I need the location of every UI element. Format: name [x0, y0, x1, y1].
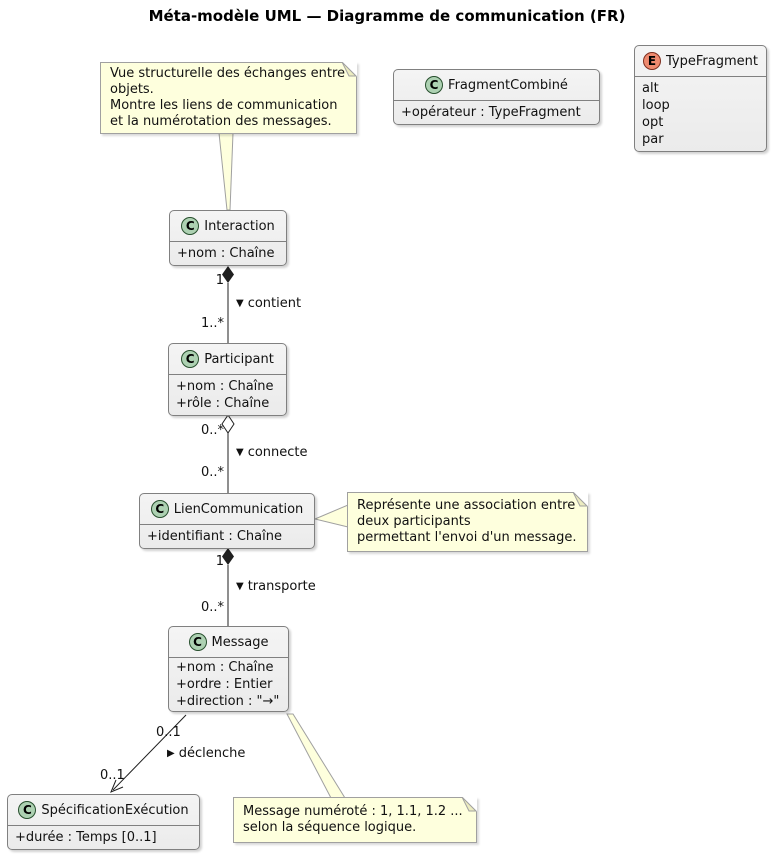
edge-name: contient [247, 296, 302, 311]
note-lien-communication [347, 492, 588, 552]
note-line: selon la séquence logique. [243, 820, 417, 835]
class-stereotype-icon: C [181, 217, 199, 235]
edge-name-label [236, 579, 316, 594]
multiplicity-label: 0..* [200, 423, 224, 438]
note-diagram-purpose [100, 62, 357, 134]
class-name: SpécificationExécution [41, 802, 189, 818]
class-header [169, 627, 288, 658]
class-attribute: +nom : Chaîne [177, 246, 275, 261]
note-connector-wedge [315, 505, 348, 527]
class-name: FragmentCombiné [448, 77, 568, 93]
multiplicity-label: 0..* [200, 465, 224, 480]
multiplicity-label: 1 [215, 273, 224, 288]
class-stereotype-icon: C [425, 76, 443, 94]
class-attribute: +rôle : Chaîne [176, 396, 270, 411]
class-attribute: +identifiant : Chaîne [147, 529, 282, 544]
enum-stereotype-icon: E [643, 52, 661, 70]
direction-arrow-icon: ▼ [236, 298, 244, 309]
note-message-numbering [233, 797, 477, 843]
class-header [8, 795, 199, 826]
class-stereotype-icon: C [181, 350, 199, 368]
edge-name-label [236, 296, 301, 311]
note-line: permettant l'envoi d'un message. [357, 530, 577, 545]
class-header [140, 494, 314, 525]
enum-value: par [642, 132, 664, 147]
direction-arrow-icon: ▼ [236, 581, 244, 592]
class-header [169, 344, 286, 375]
note-line: et la numérotation des messages. [110, 114, 332, 129]
diagram-title: Méta-modèle UML — Diagramme de communication (FR) [148, 7, 626, 25]
class-attribute: +opérateur : TypeFragment [401, 105, 581, 120]
class-stereotype-icon: C [151, 500, 169, 518]
class-box-lien-communication [139, 493, 315, 549]
edge-name: transporte [247, 579, 316, 594]
class-attribute: +durée : Temps [0..1] [15, 830, 157, 845]
direction-arrow-icon: ▶ [167, 748, 175, 759]
class-box-fragment-combine [393, 69, 600, 125]
class-header [170, 211, 286, 242]
note-fold-icon [573, 492, 588, 507]
class-header [394, 70, 599, 101]
note-line: Message numéroté : 1, 1.1, 1.2 ... [243, 804, 463, 819]
multiplicity-label: 1 [215, 554, 224, 569]
note-line: objets. [110, 82, 154, 97]
note-fold-icon [462, 797, 477, 812]
class-stereotype-icon: C [189, 633, 207, 651]
enum-value: loop [642, 98, 670, 113]
enum-header [635, 46, 766, 77]
note-connector-wedge [219, 133, 233, 210]
edge-name: déclenche [178, 746, 246, 761]
class-stereotype-icon: C [18, 801, 36, 819]
class-attribute: +nom : Chaîne [176, 660, 274, 675]
note-connector-wedge [287, 714, 345, 798]
class-name: Participant [204, 351, 274, 367]
class-box-interaction [169, 210, 287, 266]
class-box-participant [168, 343, 287, 416]
multiplicity-label: 0..1 [156, 725, 181, 740]
multiplicity-label: 1..* [200, 316, 224, 331]
note-line: deux participants [357, 514, 471, 529]
enum-value: opt [642, 115, 664, 130]
class-attribute: +direction : "→" [176, 694, 280, 709]
edge-name: connecte [247, 445, 308, 460]
note-line: Représente une association entre [357, 498, 576, 513]
class-name: Message [211, 634, 269, 650]
class-name: LienCommunication [173, 501, 304, 517]
class-box-specification-execution [7, 794, 200, 850]
edge-name-label [236, 445, 308, 460]
class-name: Interaction [204, 218, 275, 234]
multiplicity-label: 0..1 [100, 768, 125, 783]
edge-name-label [167, 746, 245, 761]
class-attribute: +nom : Chaîne [176, 379, 274, 394]
enum-name: TypeFragment [666, 53, 758, 69]
class-attribute: +ordre : Entier [176, 677, 273, 692]
direction-arrow-icon: ▼ [236, 447, 244, 458]
note-line: Vue structurelle des échanges entre [110, 66, 346, 81]
class-box-message [168, 626, 289, 712]
note-line: Montre les liens de communication [110, 98, 338, 113]
enum-box-type-fragment [634, 45, 767, 152]
multiplicity-label: 0..* [200, 600, 224, 615]
note-fold-icon [342, 62, 357, 77]
enum-value: alt [642, 81, 659, 96]
